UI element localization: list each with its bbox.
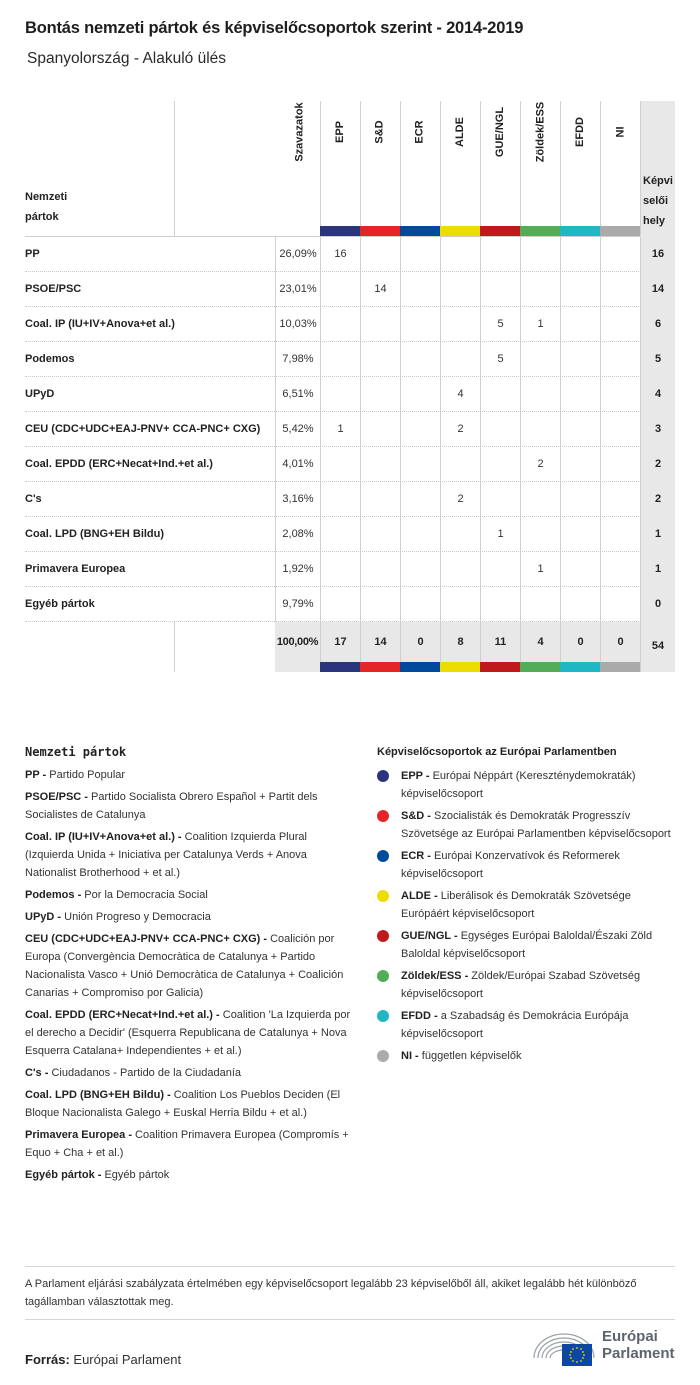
group-total-seats: 14 xyxy=(360,622,400,662)
party-name: UPyD xyxy=(25,388,55,400)
seat-cell xyxy=(560,272,600,307)
header-divider xyxy=(640,101,641,236)
seat-cell xyxy=(320,447,360,482)
group-color-bar xyxy=(520,662,560,672)
row-total-seats: 16 xyxy=(640,237,675,272)
group-legend-item: GUE/NGL - Egységes Európai Baloldal/Északi Zöld Baloldal képviselőcsoport xyxy=(377,927,677,963)
group-color-bar xyxy=(480,662,520,672)
seat-cell: 5 xyxy=(480,307,520,342)
color-dot-icon xyxy=(377,810,389,822)
party-legend-item: C's - Ciudadanos - Partido de la Ciudadanía xyxy=(25,1067,242,1079)
group-color-bar xyxy=(440,662,480,672)
group-total-seats: 17 xyxy=(320,622,360,662)
group-color-bar xyxy=(520,226,560,236)
row-total-seats: 3 xyxy=(640,412,675,447)
group-color-bar xyxy=(360,662,400,672)
group-legend-item: ALDE - Liberálisok és Demokraták Szövetsége Európáért képviselőcsoport xyxy=(377,887,677,923)
vote-share: 3,16% xyxy=(275,482,320,517)
seat-cell xyxy=(480,587,520,622)
group-color-bar xyxy=(600,226,640,236)
party-legend-item: CEU (CDC+UDC+EAJ-PNV+ CCA-PNC+ CXG) - Coalición por Europa (Convergència Democràtica de Catalunya + Partido Nacionalista Vasco + Unió Democràtica de Catalunya + Coalición Canarias + Compromiso por Galicia) xyxy=(25,933,344,999)
vote-share: 7,98% xyxy=(275,342,320,377)
seat-cell xyxy=(600,377,640,412)
party-legend-item: Coal. EPDD (ERC+Necat+Ind.+et al.) - Coalition 'La Izquierda por el derecho a Decidir' (Esquerra Republicana de Catalunya + Nova Esquerra Catalana+ Independientes + et al.) xyxy=(25,1009,351,1057)
seat-cell xyxy=(400,482,440,517)
seat-cell xyxy=(600,517,640,552)
party-legend-item: Primavera Europea - Coalition Primavera Europea (Compromís + Equo + Cha + et al.) xyxy=(25,1129,349,1159)
seat-cell xyxy=(480,482,520,517)
seat-cell xyxy=(600,482,640,517)
party-legend-item: Egyéb pártok - Egyéb pártok xyxy=(25,1169,170,1181)
group-color-bar xyxy=(320,662,360,672)
seat-cell xyxy=(440,342,480,377)
seat-cell xyxy=(320,307,360,342)
table-row xyxy=(25,517,675,552)
hemicycle-icon xyxy=(530,1328,600,1368)
group-total-seats: 0 xyxy=(400,622,440,662)
party-name: Coal. LPD (BNG+EH Bildu) xyxy=(25,528,165,540)
party-name: PSOE/PSC xyxy=(25,283,82,295)
seat-cell xyxy=(480,237,520,272)
seat-cell xyxy=(360,342,400,377)
seat-cell xyxy=(400,342,440,377)
seat-cell xyxy=(600,552,640,587)
group-column-header: EFDD xyxy=(573,117,586,147)
seat-cell xyxy=(400,517,440,552)
row-total-seats: 6 xyxy=(640,307,675,342)
color-dot-icon xyxy=(377,930,389,942)
seat-cell xyxy=(560,377,600,412)
divider xyxy=(25,1319,675,1320)
seat-cell xyxy=(560,447,600,482)
votes-column-header: Szavazatok xyxy=(294,102,306,162)
party-legend-item: PP - Partido Popular xyxy=(25,769,126,781)
vote-share: 26,09% xyxy=(275,237,320,272)
seat-cell xyxy=(560,482,600,517)
seat-cell xyxy=(600,342,640,377)
color-dot-icon xyxy=(377,770,389,782)
table-header xyxy=(25,101,675,237)
seat-cell xyxy=(560,587,600,622)
row-total-seats: 14 xyxy=(640,272,675,307)
table-row xyxy=(25,377,675,412)
party-name: CEU (CDC+UDC+EAJ-PNV+ CCA-PNC+ CXG) xyxy=(25,423,261,435)
footer-divider xyxy=(174,622,175,672)
seat-cell xyxy=(360,237,400,272)
seat-cell xyxy=(560,552,600,587)
seat-cell xyxy=(320,482,360,517)
vote-share: 5,42% xyxy=(275,412,320,447)
seat-cell xyxy=(520,587,560,622)
group-color-bar xyxy=(400,226,440,236)
vote-share: 10,03% xyxy=(275,307,320,342)
grand-total-seats: 54 xyxy=(640,622,675,672)
color-dot-icon xyxy=(377,890,389,902)
seat-cell: 4 xyxy=(440,377,480,412)
party-legend-item: Coal. IP (IU+IV+Anova+et al.) - Coalition Izquierda Plural (Izquierda Unida + Iniciativa per Catalunya Verds + Anova Nationalist Brotherhood + et al.) xyxy=(25,831,307,879)
seat-cell xyxy=(360,552,400,587)
total-votes: 100,00% xyxy=(275,622,320,662)
seat-cell xyxy=(400,237,440,272)
row-total-seats: 1 xyxy=(640,517,675,552)
group-total-seats: 0 xyxy=(560,622,600,662)
seat-cell xyxy=(400,447,440,482)
table-row xyxy=(25,587,675,622)
seat-cell xyxy=(600,237,640,272)
group-total-seats: 0 xyxy=(600,622,640,662)
group-total-seats: 11 xyxy=(480,622,520,662)
row-total-seats: 2 xyxy=(640,482,675,517)
party-name: Primavera Europea xyxy=(25,563,126,575)
color-dot-icon xyxy=(377,850,389,862)
seat-cell xyxy=(560,342,600,377)
group-color-bar xyxy=(440,226,480,236)
vote-share: 23,01% xyxy=(275,272,320,307)
group-color-bar xyxy=(600,662,640,672)
party-name: Egyéb pártok xyxy=(25,598,95,610)
group-color-bar xyxy=(480,226,520,236)
page-subtitle: Spanyolország - Alakuló ülés xyxy=(27,50,227,67)
source-line: Forrás: Európai Parlament xyxy=(25,1352,182,1367)
seat-cell xyxy=(360,447,400,482)
party-name: Coal. EPDD (ERC+Necat+Ind.+et al.) xyxy=(25,458,213,470)
seat-cell xyxy=(520,377,560,412)
seat-cell: 14 xyxy=(360,272,400,307)
group-color-bar xyxy=(320,226,360,236)
seat-cell xyxy=(440,552,480,587)
seat-cell xyxy=(360,482,400,517)
party-name: PP xyxy=(25,248,40,260)
seat-cell xyxy=(320,587,360,622)
totals-row xyxy=(25,622,675,672)
seat-cell xyxy=(480,272,520,307)
seat-cell xyxy=(440,272,480,307)
group-column-header: ECR xyxy=(413,120,426,144)
seat-cell: 2 xyxy=(440,412,480,447)
seat-cell: 1 xyxy=(520,307,560,342)
table-row xyxy=(25,272,675,307)
seat-cell xyxy=(520,272,560,307)
legend-title: Nemzeti pártok xyxy=(25,745,127,759)
seat-cell xyxy=(320,552,360,587)
seat-cell xyxy=(360,517,400,552)
vote-share: 9,79% xyxy=(275,587,320,622)
page-title: Bontás nemzeti pártok és képviselőcsoportok szerint - 2014-2019 xyxy=(25,19,524,37)
group-legend-item: S&D - Szocialisták és Demokraták Progresszív Szövetsége az Európai Parlamentben képviselőcsoport xyxy=(377,807,677,843)
seat-cell xyxy=(440,587,480,622)
party-name: Coal. IP (IU+IV+Anova+et al.) xyxy=(25,318,175,330)
group-color-bar xyxy=(560,226,600,236)
seat-cell xyxy=(480,377,520,412)
table-row xyxy=(25,307,675,342)
group-legend-item: Zöldek/ESS - Zöldek/Európai Szabad Szövetség képviselőcsoport xyxy=(377,967,677,1003)
vote-share: 1,92% xyxy=(275,552,320,587)
group-column-header: ALDE xyxy=(453,117,466,147)
seat-cell xyxy=(560,412,600,447)
party-name: Podemos xyxy=(25,353,75,365)
table-row xyxy=(25,482,675,517)
table-row xyxy=(25,237,675,272)
seat-cell xyxy=(560,517,600,552)
vote-share: 6,51% xyxy=(275,377,320,412)
seat-cell xyxy=(400,272,440,307)
party-legend-item: UPyD - Unión Progreso y Democracia xyxy=(25,911,211,923)
group-column-header: S&D xyxy=(373,120,386,144)
group-color-bar xyxy=(560,662,600,672)
seat-cell xyxy=(320,377,360,412)
group-legend-item: ECR - Európai Konzervatívok és Reformerek képviselőcsoport xyxy=(377,847,677,883)
row-total-seats: 2 xyxy=(640,447,675,482)
seat-cell xyxy=(400,587,440,622)
party-column-header: Nemzeti pártok xyxy=(25,191,68,223)
party-name: C's xyxy=(25,493,42,505)
row-total-seats: 5 xyxy=(640,342,675,377)
seat-cell xyxy=(360,307,400,342)
seat-cell xyxy=(400,412,440,447)
seat-cell xyxy=(320,517,360,552)
vote-share: 4,01% xyxy=(275,447,320,482)
legend-title: Képviselőcsoportok az Európai Parlamentben xyxy=(377,746,617,758)
table-row xyxy=(25,342,675,377)
seat-cell: 2 xyxy=(440,482,480,517)
header-divider xyxy=(174,101,175,236)
national-parties-legend xyxy=(25,745,355,1188)
group-column-header: NI xyxy=(614,126,626,138)
political-groups-legend xyxy=(377,746,677,1069)
group-total-seats: 4 xyxy=(520,622,560,662)
seat-cell xyxy=(440,447,480,482)
seat-cell xyxy=(520,412,560,447)
seat-cell xyxy=(360,587,400,622)
seat-cell xyxy=(360,377,400,412)
seat-cell xyxy=(600,307,640,342)
group-column-header: Zöldek/ESS xyxy=(534,101,546,163)
group-column-header: GUE/NGL xyxy=(494,106,506,158)
row-total-seats: 1 xyxy=(640,552,675,587)
seat-cell xyxy=(600,412,640,447)
total-seats-column-header: Képvi selői hely xyxy=(640,101,675,237)
seat-cell: 1 xyxy=(480,517,520,552)
party-legend-item: Coal. LPD (BNG+EH Bildu) - Coalition Los Pueblos Deciden (El Bloque Nacionalista Galego + Euskal Herria Bildu + et al.) xyxy=(25,1089,341,1119)
row-total-seats: 4 xyxy=(640,377,675,412)
seat-cell xyxy=(320,342,360,377)
seat-cell xyxy=(560,237,600,272)
seat-cell xyxy=(520,482,560,517)
table-row xyxy=(25,412,675,447)
seat-cell xyxy=(600,447,640,482)
row-total-seats: 0 xyxy=(640,587,675,622)
party-legend-item: Podemos - Por la Democracia Social xyxy=(25,889,208,901)
seat-cell xyxy=(520,517,560,552)
seat-cell: 16 xyxy=(320,237,360,272)
color-dot-icon xyxy=(377,1050,389,1062)
seat-cell xyxy=(440,517,480,552)
table-row xyxy=(25,552,675,587)
seat-cell xyxy=(400,552,440,587)
group-total-seats: 8 xyxy=(440,622,480,662)
seat-cell xyxy=(480,412,520,447)
seat-cell xyxy=(560,307,600,342)
group-column-header: EPP xyxy=(333,120,346,144)
vote-share: 2,08% xyxy=(275,517,320,552)
rules-note: A Parlament eljárási szabályzata értelmében egy képviselőcsoport legalább 23 képviselőből áll, akiket legalább hét különböző tagállamban választottak meg. xyxy=(25,1266,675,1311)
group-legend-item: EPP - Európai Néppárt (Kereszténydemokraták) képviselőcsoport xyxy=(377,767,677,803)
table-body xyxy=(25,237,675,622)
group-color-bar xyxy=(360,226,400,236)
group-legend-item: NI - független képviselők xyxy=(377,1047,677,1065)
group-legend-item: EFDD - a Szabadság és Demokrácia Európája képviselőcsoport xyxy=(377,1007,677,1043)
color-dot-icon xyxy=(377,1010,389,1022)
seat-cell xyxy=(400,377,440,412)
seat-cell xyxy=(600,587,640,622)
seats-table xyxy=(25,101,675,672)
table-row xyxy=(25,447,675,482)
seat-cell xyxy=(440,307,480,342)
seat-cell xyxy=(400,307,440,342)
seat-cell xyxy=(600,272,640,307)
seat-cell: 2 xyxy=(520,447,560,482)
group-color-bar xyxy=(400,662,440,672)
seat-cell xyxy=(480,552,520,587)
seat-cell xyxy=(480,447,520,482)
seat-cell: 1 xyxy=(520,552,560,587)
seat-cell: 5 xyxy=(480,342,520,377)
seat-cell xyxy=(520,237,560,272)
color-dot-icon xyxy=(377,970,389,982)
seat-cell xyxy=(520,342,560,377)
seat-cell xyxy=(440,237,480,272)
seat-cell xyxy=(360,412,400,447)
party-legend-item: PSOE/PSC - Partido Socialista Obrero Español + Partit dels Socialistes de Catalunya xyxy=(25,791,318,821)
seat-cell: 1 xyxy=(320,412,360,447)
seat-cell xyxy=(320,272,360,307)
european-parliament-logo: Európai Parlament xyxy=(530,1328,680,1368)
